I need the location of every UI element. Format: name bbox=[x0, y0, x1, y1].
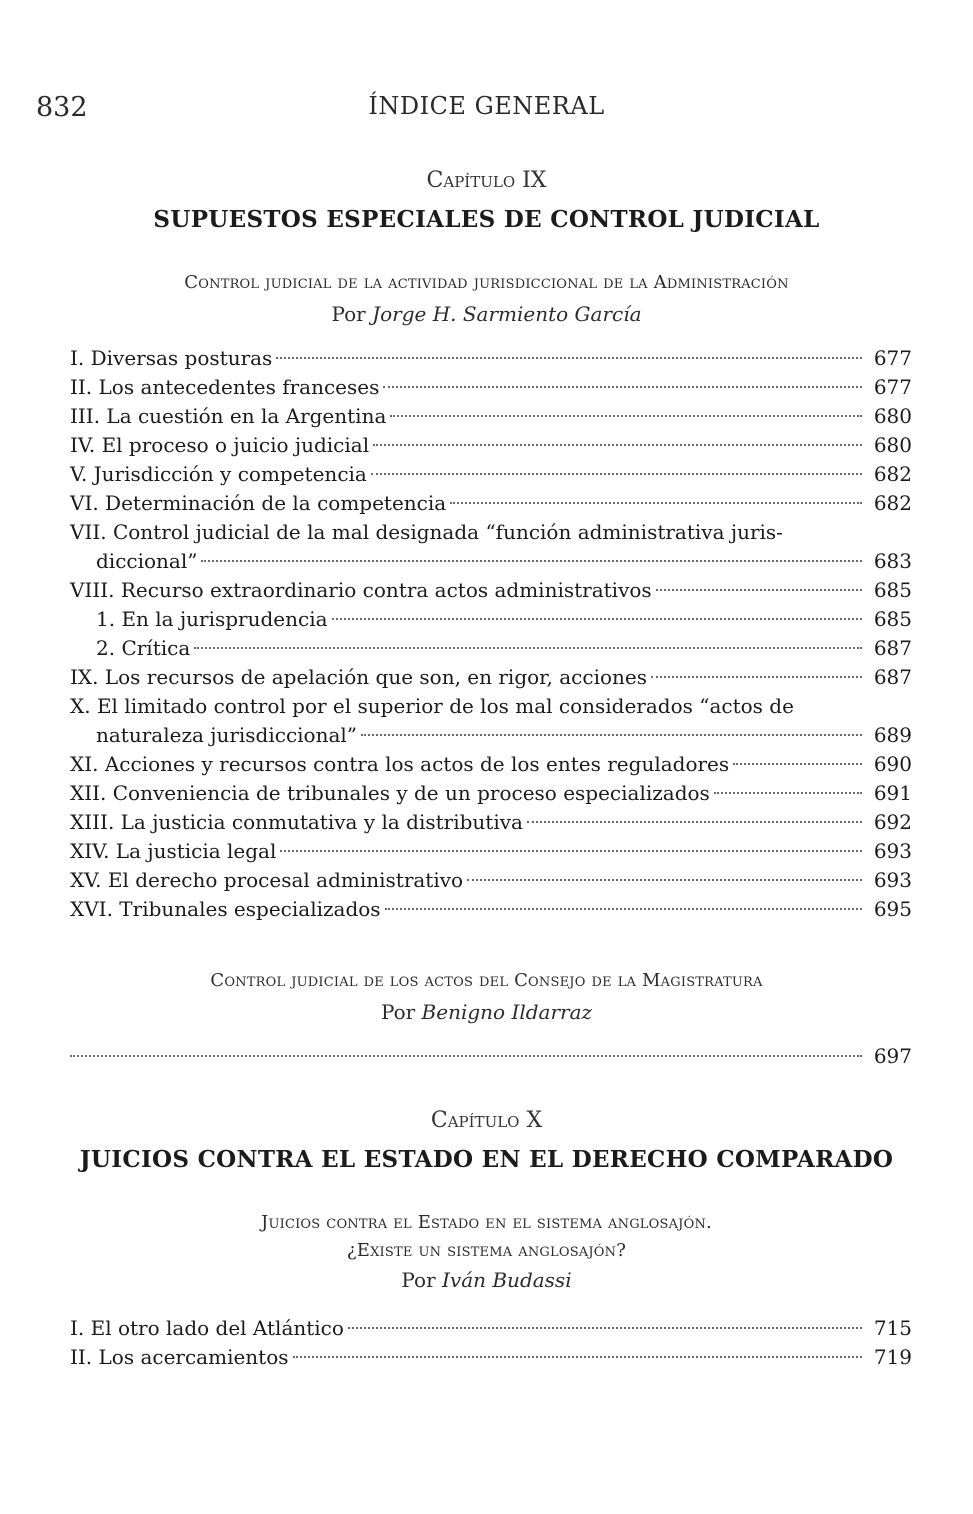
leader-dots bbox=[527, 821, 862, 823]
section-title-line1: Juicios contra el Estado en el sistema anglosajón. bbox=[261, 1212, 712, 1233]
leader-dots bbox=[70, 1055, 862, 1057]
toc-entry-text: I. Diversas posturas bbox=[70, 346, 273, 370]
toc-entry-line1[interactable] bbox=[70, 692, 912, 721]
author-prefix: Por bbox=[380, 1000, 416, 1024]
toc-subentry[interactable] bbox=[70, 605, 912, 634]
toc-entry-page: 691 bbox=[873, 781, 912, 805]
author-name: Jorge H. Sarmiento García bbox=[372, 302, 642, 326]
toc-entry-text-cont: diccional” bbox=[96, 549, 198, 573]
page-number: 832 bbox=[36, 92, 88, 123]
toc-entry[interactable] bbox=[70, 750, 912, 779]
author-name: Benigno Ildarraz bbox=[421, 1000, 593, 1024]
leader-dots bbox=[733, 763, 862, 765]
toc-entry-text: XIV. La justicia legal bbox=[70, 839, 277, 863]
toc-entry-text: XI. Acciones y recursos contra los actos de los entes reguladores bbox=[70, 752, 730, 776]
leader-dots bbox=[450, 502, 862, 504]
toc-entry-text: XVI. Tribunales especializados bbox=[70, 897, 381, 921]
toc-entry-page: 687 bbox=[873, 636, 912, 660]
toc-entry-text: 1. En la jurisprudencia bbox=[96, 607, 328, 631]
toc-entry-page: 685 bbox=[873, 578, 912, 602]
running-header: ÍNDICE GENERAL bbox=[368, 92, 605, 120]
toc-entry-page: 693 bbox=[873, 868, 912, 892]
leader-dots bbox=[361, 734, 862, 736]
toc-entry[interactable] bbox=[70, 431, 912, 460]
leader-dots bbox=[201, 560, 862, 562]
toc-entry-text: VIII. Recurso extraordinario contra actos administrativos bbox=[70, 578, 652, 602]
chapter-title: JUICIOS CONTRA EL ESTADO EN EL DERECHO COMPARADO bbox=[79, 1146, 894, 1173]
toc-entry-page: 690 bbox=[873, 752, 912, 776]
leader-dots bbox=[348, 1327, 862, 1329]
toc-entry-text-cont: naturaleza jurisdiccional” bbox=[96, 723, 358, 747]
toc-entry-text: X. El limitado control por el superior de los mal considerados “actos de bbox=[70, 694, 794, 718]
toc-entry[interactable] bbox=[70, 663, 912, 692]
leader-dots bbox=[467, 879, 862, 881]
toc-entry[interactable] bbox=[70, 460, 912, 489]
toc-entry-page: 687 bbox=[873, 665, 912, 689]
section-title-line2: ¿Existe un sistema anglosajón? bbox=[346, 1240, 627, 1261]
toc-list bbox=[70, 1314, 912, 1372]
toc-entry[interactable] bbox=[70, 1042, 912, 1071]
section-author bbox=[40, 1000, 933, 1024]
toc-entry[interactable] bbox=[70, 837, 912, 866]
toc-entry-text: VII. Control judicial de la mal designada “función administrativa juris- bbox=[70, 520, 783, 544]
chapter-label: Capítulo X bbox=[430, 1108, 543, 1133]
section-author bbox=[40, 302, 933, 326]
toc-entry-page: 682 bbox=[873, 491, 912, 515]
toc-entry-page: 715 bbox=[873, 1316, 912, 1340]
toc-entry-page: 689 bbox=[873, 723, 912, 747]
toc-entry-line1[interactable] bbox=[70, 518, 912, 547]
leader-dots bbox=[383, 386, 862, 388]
toc-subentry[interactable] bbox=[70, 634, 912, 663]
leader-dots bbox=[332, 618, 862, 620]
toc-entry-text: V. Jurisdicción y competencia bbox=[70, 462, 367, 486]
section-author bbox=[40, 1268, 933, 1292]
leader-dots bbox=[371, 473, 862, 475]
section-title: Control judicial de la actividad jurisdiccional de la Administración bbox=[184, 272, 789, 293]
toc-entry-text: II. Los antecedentes franceses bbox=[70, 375, 380, 399]
toc-entry-page: 682 bbox=[873, 462, 912, 486]
section-title: Control judicial de los actos del Consejo de la Magistratura bbox=[210, 970, 763, 991]
toc-entry-page: 697 bbox=[873, 1044, 912, 1068]
toc-entry-page: 677 bbox=[873, 346, 912, 370]
toc-entry-line2[interactable] bbox=[70, 721, 912, 750]
toc-entry-text: IV. El proceso o juicio judicial bbox=[70, 433, 370, 457]
toc-entry-text: XII. Conveniencia de tribunales y de un proceso especializados bbox=[70, 781, 710, 805]
leader-dots bbox=[385, 908, 862, 910]
toc-entry-page: 680 bbox=[873, 404, 912, 428]
author-prefix: Por bbox=[401, 1268, 436, 1292]
toc-entry[interactable] bbox=[70, 1343, 912, 1372]
toc-entry-page: 677 bbox=[873, 375, 912, 399]
toc-entry-text: IX. Los recursos de apelación que son, en rigor, acciones bbox=[70, 665, 647, 689]
toc-entry-page: 719 bbox=[873, 1345, 912, 1369]
toc-entry[interactable] bbox=[70, 373, 912, 402]
author-prefix: Por bbox=[331, 302, 366, 326]
leader-dots bbox=[656, 589, 862, 591]
toc-list bbox=[70, 1042, 912, 1071]
author-name: Iván Budassi bbox=[442, 1268, 572, 1292]
toc-entry[interactable] bbox=[70, 402, 912, 431]
leader-dots bbox=[194, 647, 862, 649]
toc-entry-page: 693 bbox=[873, 839, 912, 863]
toc-entry-text: II. Los acercamientos bbox=[70, 1345, 289, 1369]
leader-dots bbox=[373, 444, 862, 446]
toc-entry[interactable] bbox=[70, 779, 912, 808]
leader-dots bbox=[390, 415, 862, 417]
toc-entry[interactable] bbox=[70, 1314, 912, 1343]
toc-entry[interactable] bbox=[70, 895, 912, 924]
toc-entry[interactable] bbox=[70, 489, 912, 518]
toc-list bbox=[70, 344, 912, 924]
toc-entry[interactable] bbox=[70, 808, 912, 837]
toc-entry-page: 695 bbox=[873, 897, 912, 921]
toc-entry[interactable] bbox=[70, 344, 912, 373]
toc-entry-page: 680 bbox=[873, 433, 912, 457]
toc-entry-page: 692 bbox=[873, 810, 912, 834]
toc-entry-text: III. La cuestión en la Argentina bbox=[70, 404, 387, 428]
toc-entry[interactable] bbox=[70, 866, 912, 895]
toc-entry-text: I. El otro lado del Atlántico bbox=[70, 1316, 344, 1340]
toc-entry-line2[interactable] bbox=[70, 547, 912, 576]
toc-entry-page: 683 bbox=[873, 549, 912, 573]
toc-entry[interactable] bbox=[70, 576, 912, 605]
toc-entry-text: XIII. La justicia conmutativa y la distributiva bbox=[70, 810, 523, 834]
leader-dots bbox=[280, 850, 862, 852]
toc-entry-text: VI. Determinación de la competencia bbox=[70, 491, 447, 515]
leader-dots bbox=[276, 357, 862, 359]
leader-dots bbox=[714, 792, 862, 794]
toc-entry-text: XV. El derecho procesal administrativo bbox=[70, 868, 464, 892]
toc-entry-text: 2. Crítica bbox=[96, 636, 191, 660]
toc-entry-page: 685 bbox=[873, 607, 912, 631]
leader-dots bbox=[651, 676, 862, 678]
leader-dots bbox=[293, 1356, 862, 1358]
chapter-title: SUPUESTOS ESPECIALES DE CONTROL JUDICIAL bbox=[153, 206, 820, 233]
chapter-label: Capítulo IX bbox=[426, 168, 547, 193]
